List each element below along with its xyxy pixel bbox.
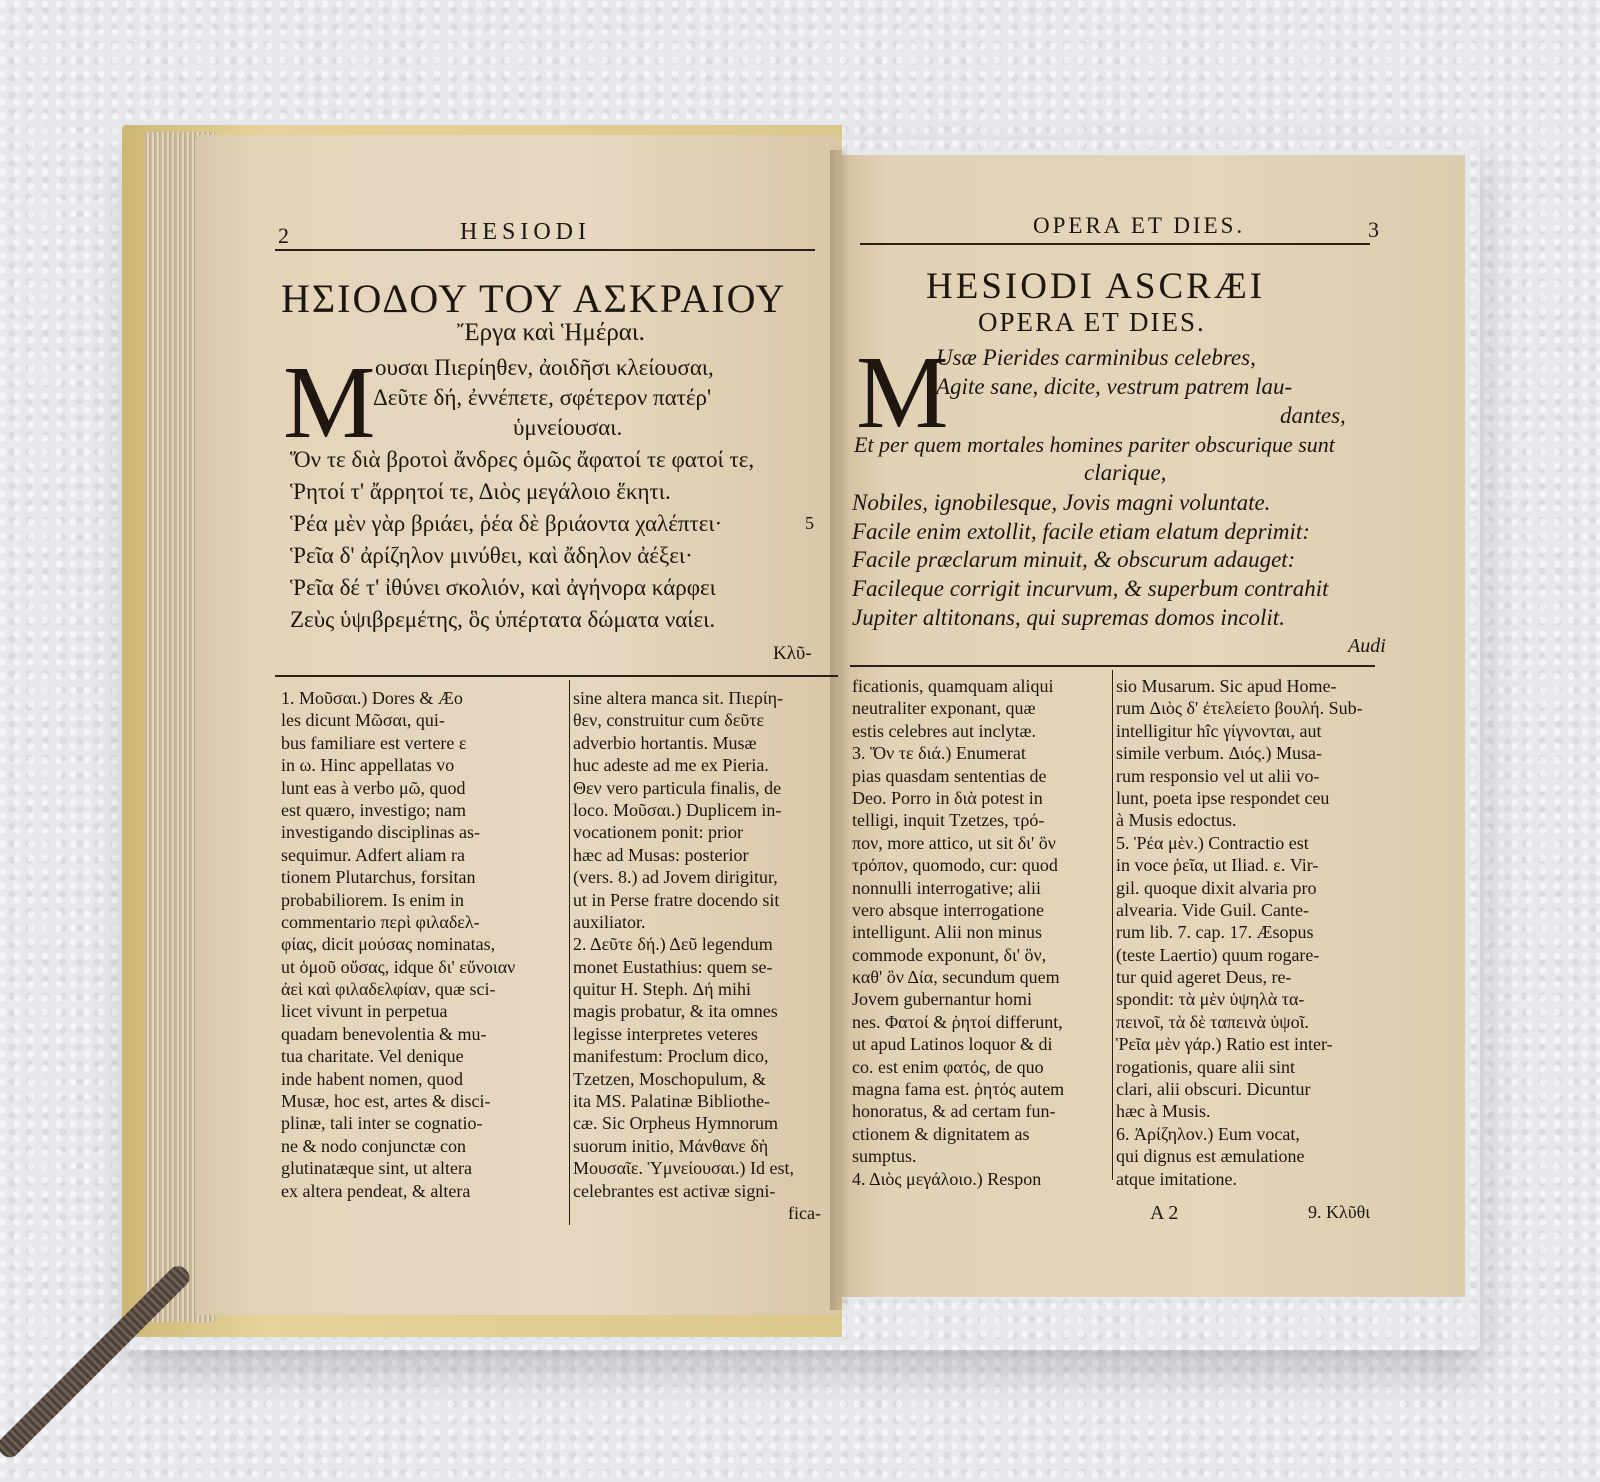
greek-verse: Ῥέα μὲν γὰρ βριάει, ῥέα δὲ βριάοντα χαλέπτει·	[290, 511, 723, 536]
right-notes-column-rule	[1112, 670, 1113, 1180]
latin-verse: Jupiter altitonans, qui supremas domos incolit.	[852, 605, 1285, 630]
latin-verse: Facile præclarum minuit, & obscurum adauget:	[852, 547, 1296, 572]
note-line: lunt eas à verbo μῶ, quod	[281, 777, 466, 798]
latin-title: HESIODI ASCRÆI	[926, 266, 1266, 307]
note-line: magna fama est. ῥητός autem	[852, 1079, 1065, 1100]
note-line: manifestum: Proclum dico,	[573, 1046, 769, 1067]
note-line: rum responsio vel ut alii vo-	[1116, 765, 1320, 786]
right-page-number: 3	[1368, 217, 1379, 242]
note-line: bus familiare est vertere ε	[281, 732, 467, 753]
latin-verse: Agite sane, dicite, vestrum patrem lau-	[936, 374, 1293, 399]
note-line: magis probatur, & ita omnes	[573, 1001, 778, 1022]
note-line: commentario περὶ φιλαδελ-	[281, 911, 480, 932]
note-line: in voce ῥεῖα, ut Iliad. ε. Vir-	[1116, 855, 1319, 876]
latin-verse: dantes,	[1280, 403, 1346, 428]
note-line: ctionem & dignitatem as	[852, 1123, 1030, 1144]
note-line: lunt, poeta ipse respondet ceu	[1116, 787, 1330, 808]
note-line: hæc ad Musas: posterior	[573, 844, 749, 865]
greek-verse: Ὅν τε διὰ βροτοὶ ἄνδρες ὁμῶς ἄφατοί τε φατοί τε,	[290, 447, 755, 472]
note-line: hæc à Musis.	[1116, 1101, 1211, 1122]
note-line: atque imitatione.	[1116, 1168, 1237, 1189]
greek-subtitle: Ἔργα καὶ Ἡμέραι.	[457, 319, 645, 346]
note-line: (vers. 8.) ad Jovem dirigitur,	[573, 867, 778, 888]
latin-verse: Nobiles, ignobilesque, Jovis magni voluntate.	[852, 490, 1271, 515]
note-line: adverbio hortantis. Musæ	[573, 732, 757, 753]
note-line: pias quasdam sententias de	[852, 765, 1047, 786]
note-line: probabiliorem. Is enim in	[281, 889, 464, 910]
note-line: τρόπον, quomodo, cur: quod	[852, 855, 1058, 876]
note-line: commode exponunt, δι' ὃν,	[852, 944, 1047, 965]
metal-pointer	[0, 1262, 194, 1461]
note-line: les dicunt Μῶσαι, qui-	[281, 710, 445, 731]
left-running-head: HESIODI	[460, 219, 591, 245]
greek-verse: Ζεὺς ὑψιβρεμέτης, ὃς ὑπέρτατα δώματα ναίει.	[290, 607, 716, 632]
note-line: ἀεὶ καὶ φιλαδελφίαν, quæ sci-	[281, 979, 496, 1000]
note-line: plinæ, tali inter se cognatio-	[281, 1113, 483, 1134]
note-line: glutinatæque sint, ut altera	[281, 1158, 472, 1179]
note-line: nonnulli interrogative; alii	[852, 877, 1041, 898]
note-line: rum lib. 7. cap. 17. Æsopus	[1116, 922, 1314, 943]
note-line: fica-	[788, 1202, 821, 1223]
right-notes-rule	[850, 665, 1375, 667]
greek-verse: Ῥεῖα δέ τ' ἰθύνει σκολιόν, καὶ ἀγήνορα κάρφει	[290, 575, 716, 600]
note-line: Θεν vero particula finalis, de	[573, 777, 782, 798]
note-line: tua charitate. Vel denique	[281, 1046, 464, 1067]
note-line: clari, alii obscuri. Dicuntur	[1116, 1079, 1311, 1100]
latin-verse: Facileque corrigit incurvum, & superbum contrahit	[852, 576, 1329, 601]
note-line: Musæ, hoc est, artes & disci-	[281, 1091, 491, 1112]
note-line: vocationem ponit: prior	[573, 822, 743, 843]
right-notes-column-2	[1116, 675, 1372, 1190]
note-line: quitur H. Steph. Δή mihi	[573, 979, 751, 1000]
note-line: 6. Ἀρίζηλον.) Eum vocat,	[1116, 1123, 1300, 1144]
note-line: loco. Μοῦσαι.) Duplicem in-	[573, 799, 782, 820]
note-line: 5. Ῥέα μὲν.) Contractio est	[1116, 832, 1309, 853]
note-line: suorum initio, Μάνθανε δὴ	[573, 1135, 769, 1156]
note-line: sequimur. Adfert aliam ra	[281, 844, 465, 865]
note-line: co. est enim φατός, de quo	[852, 1056, 1044, 1077]
note-line: sio Musarum. Sic apud Home-	[1116, 676, 1337, 696]
greek-verse: Ῥεῖα δ' ἀρίζηλον μινύθει, καὶ ἄδηλον ἀέξει·	[290, 543, 693, 568]
note-line: Ῥεῖα μὲν γάρ.) Ratio est inter-	[1116, 1034, 1333, 1055]
note-line: φίας, dicit μούσας nominatas,	[281, 934, 496, 955]
book-gutter-shadow	[830, 150, 850, 1310]
note-line: legisse interpretes veteres	[573, 1023, 758, 1044]
note-line: à Musis edoctus.	[1116, 810, 1237, 831]
note-line: ne & nodo conjunctæ con	[281, 1135, 466, 1156]
greek-verse: ουσαι Πιερίηθεν, ἀοιδῆσι κλείουσαι,	[375, 355, 714, 380]
right-head-rule	[860, 243, 1370, 245]
note-line: ex altera pendeat, & altera	[281, 1180, 471, 1201]
greek-title: ΗΣΙΟΔΟΥ ΤΟΥ ΑΣΚΡΑΙΟΥ	[281, 276, 787, 321]
note-line: intelligunt. Alii non minus	[852, 922, 1043, 943]
left-notes-rule	[275, 675, 840, 677]
note-line: rum Διὸς δ' ἐτελείετο βουλή. Sub-	[1116, 698, 1363, 719]
latin-verse: clarique,	[1084, 460, 1167, 485]
latin-subtitle: OPERA ET DIES.	[978, 307, 1206, 337]
left-catchword: Κλῦ-	[773, 643, 812, 664]
latin-verse: Facile enim extollit, facile etiam elatum deprimit:	[852, 519, 1310, 544]
note-line: intelligitur hîc γίγνονται, aut	[1116, 720, 1322, 741]
note-line: ita MS. Palatinæ Bibliothe-	[573, 1091, 770, 1112]
note-line: neutraliter exponant, quæ	[852, 698, 1036, 719]
note-line: nes. Φατοί & ῥητοί differunt,	[852, 1011, 1063, 1032]
note-line: rogationis, quare alii sint	[1116, 1056, 1295, 1077]
note-line: ut ὁμοῦ οὔσας, idque δι' εὔνοιαν	[281, 956, 516, 977]
note-line: monet Eustathius: quem se-	[573, 956, 773, 977]
note-line: est quæro, investigo; nam	[281, 799, 466, 820]
note-line: sumptus.	[852, 1146, 917, 1167]
note-line: (teste Laertio) quum rogare-	[1116, 944, 1320, 965]
note-line: πεινοῖ, τὰ δὲ ταπεινὰ ὑψοῖ.	[1116, 1011, 1309, 1032]
note-line: ut in Perse fratre docendo sit	[573, 889, 780, 910]
drop-initial: M	[283, 345, 376, 460]
note-line: ficationis, quamquam aliqui	[852, 676, 1054, 696]
note-line: auxiliator.	[573, 911, 646, 932]
note-line: vero absque interrogatione	[852, 899, 1044, 920]
note-line: 2. Δεῦτε δή.) Δεῦ legendum	[573, 934, 773, 955]
latin-verse: Et per quem mortales homines pariter obscurique sunt	[854, 432, 1335, 457]
signature-mark: A 2	[1150, 1202, 1179, 1224]
note-line: 1. Μοῦσαι.) Dores & Æo	[281, 688, 463, 708]
note-line: πον, more attico, ut sit δι' ὃν	[852, 832, 1056, 853]
greek-verse: Ῥητοί τ' ἄρρητοί τε, Διὸς μεγάλοιο ἕκητι.	[290, 479, 671, 504]
note-line: qui dignus est æmulatione	[1116, 1146, 1305, 1167]
left-notes-column-1	[281, 687, 563, 1202]
note-line: telligi, inquit Tzetzes, τρό-	[852, 810, 1045, 831]
left-page-number: 2	[278, 223, 289, 248]
left-head-rule	[275, 249, 815, 251]
greek-verse: ὑμνείουσαι.	[513, 415, 623, 440]
right-notes-column-1	[852, 675, 1108, 1190]
note-line: celebrantes est activæ signi-	[573, 1180, 776, 1201]
drop-initial: M	[856, 335, 949, 450]
note-line: simile verbum. Διός.) Musa-	[1116, 743, 1323, 764]
left-page	[195, 135, 840, 1315]
note-line: in ω. Hinc appellatas vo	[281, 755, 455, 776]
note-line: tur quid ageret Deus, re-	[1116, 967, 1292, 988]
latin-verse: Usæ Pierides carminibus celebres,	[936, 345, 1256, 370]
note-line: quadam benevolentia & mu-	[281, 1023, 487, 1044]
note-line: huc adeste ad me ex Pieria.	[573, 755, 769, 776]
note-line: Tzetzen, Moschopulum, &	[573, 1068, 766, 1089]
left-notes-column-2	[573, 687, 823, 1224]
note-line: honoratus, & ad certam fun-	[852, 1101, 1056, 1122]
note-line: gil. quoque dixit alvaria pro	[1116, 877, 1317, 898]
note-line: Μουσαῖε. Ὑμνείουσαι.) Id est,	[573, 1158, 794, 1179]
note-line: Deo. Porro in διὰ potest in	[852, 787, 1043, 808]
note-line: ut apud Latinos loquor & di	[852, 1034, 1053, 1055]
note-line: licet vivunt in perpetua	[281, 1001, 448, 1022]
note-line: Jovem gubernantur homi	[852, 989, 1032, 1010]
note-line: 4. Διὸς μεγάλοιο.) Respon	[852, 1168, 1042, 1189]
note-line: spondit: τὰ μὲν ὑψηλὰ τα-	[1116, 989, 1305, 1010]
note-line: θεν, construitur cum δεῦτε	[573, 710, 765, 731]
left-notes-column-rule	[569, 680, 570, 1225]
note-line: investigando disciplinas as-	[281, 822, 480, 843]
note-line: cæ. Sic Orpheus Hymnorum	[573, 1113, 778, 1134]
greek-verse: Δεῦτε δή, ἐννέπετε, σφέτερον πατέρ'	[373, 385, 712, 410]
footer-catchword: 9. Κλῦθι	[1308, 1202, 1371, 1222]
note-line: καθ' ὃν Δία, secundum quem	[852, 967, 1060, 988]
right-page	[838, 155, 1465, 1297]
note-line: 3. Ὅν τε διά.) Enumerat	[852, 743, 1026, 764]
note-line: tionem Plutarchus, forsitan	[281, 867, 476, 888]
right-running-head: OPERA ET DIES.	[1033, 213, 1246, 238]
note-line: sine altera manca sit. Πιερίη-	[573, 688, 784, 708]
note-line: alvearia. Vide Guil. Cante-	[1116, 899, 1310, 920]
note-line: inde habent nomen, quod	[281, 1068, 463, 1089]
right-catchword: Audi	[1348, 635, 1386, 657]
margin-verse-number: 5	[805, 513, 814, 533]
note-line: estis celebres aut inclytæ.	[852, 720, 1036, 741]
